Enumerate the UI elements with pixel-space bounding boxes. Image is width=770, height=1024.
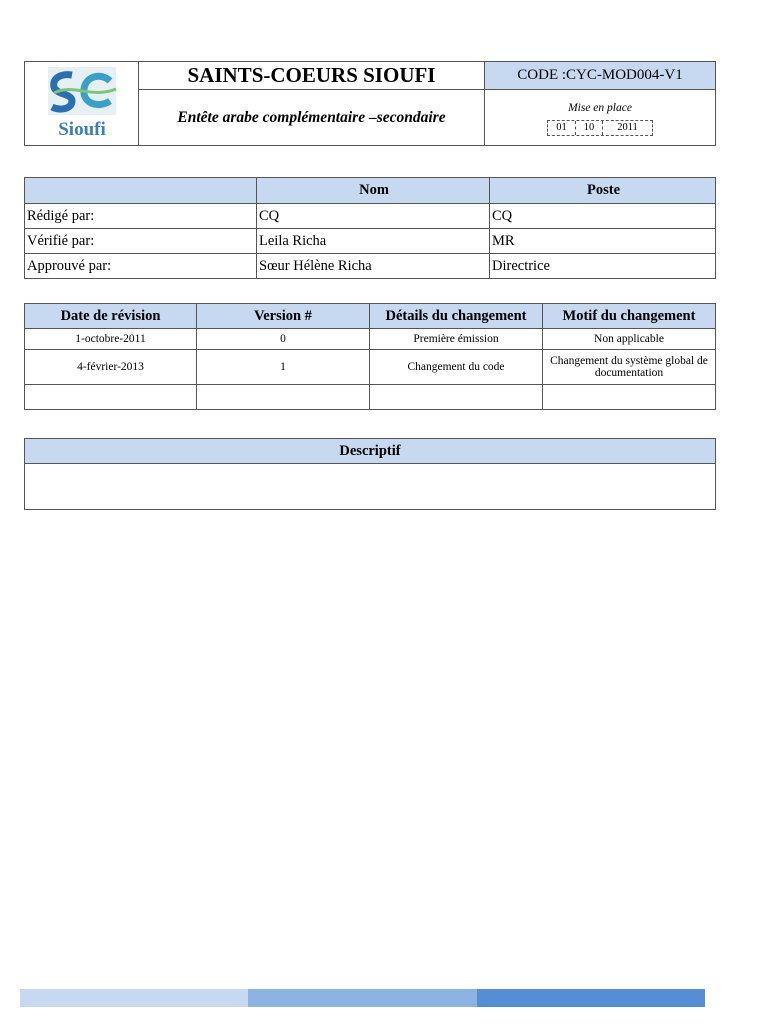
approval-header-nom: Nom (257, 178, 490, 204)
approval-role: Vérifié par: (25, 229, 257, 254)
footer-bar-segment (477, 989, 705, 1007)
footer-color-bar (20, 989, 705, 1007)
document-header (24, 61, 716, 146)
footer-bar-segment (248, 989, 476, 1007)
approval-header-row (25, 178, 716, 204)
document-code: CODE :CYC-MOD004-V1 (485, 62, 716, 90)
footer-bar-segment (20, 989, 248, 1007)
revision-motif (543, 385, 716, 410)
date-year: 2011 (617, 122, 638, 133)
approval-row (25, 229, 716, 254)
approval-nom: Leila Richa (257, 229, 490, 254)
sioufi-logo (42, 63, 122, 139)
revision-header-version: Version # (197, 304, 370, 329)
approval-poste: CQ (490, 204, 716, 229)
revision-header-motif: Motif du changement (543, 304, 716, 329)
svg-text:Sioufi: Sioufi (57, 119, 106, 139)
date-day: 01 (548, 121, 576, 135)
revision-table (24, 303, 716, 410)
date-month: 10 (576, 121, 604, 135)
revision-details: Première émission (370, 329, 543, 350)
approval-poste: Directrice (490, 254, 716, 279)
revision-date (25, 385, 197, 410)
revision-header-date: Date de révision (25, 304, 197, 329)
revision-version: 0 (197, 329, 370, 350)
descriptif-table (24, 438, 716, 510)
approval-row (25, 254, 716, 279)
approval-nom: Sœur Hélène Richa (257, 254, 490, 279)
revision-details: Changement du code (370, 350, 543, 385)
revision-row (25, 329, 716, 350)
revision-date: 1-octobre-2011 (25, 329, 197, 350)
revision-motif: Non applicable (543, 329, 716, 350)
approval-poste: MR (490, 229, 716, 254)
approval-row (25, 204, 716, 229)
approval-role: Approuvé par: (25, 254, 257, 279)
revision-details (370, 385, 543, 410)
mise-en-place-label: Mise en place (568, 102, 632, 114)
revision-version: 1 (197, 350, 370, 385)
revision-date: 4-février-2013 (25, 350, 197, 385)
revision-motif: Changement du système global de documentation (543, 350, 716, 385)
page-subtitle: Entête arabe complémentaire –secondaire (139, 90, 485, 146)
approval-table (24, 177, 716, 279)
revision-version (197, 385, 370, 410)
page-title: SAINTS-COEURS SIOUFI (139, 62, 485, 90)
revision-row (25, 350, 716, 385)
date-box (547, 120, 653, 136)
logo-cell (25, 62, 139, 146)
approval-header-blank (25, 178, 257, 204)
descriptif-title: Descriptif (25, 439, 716, 464)
approval-header-poste: Poste (490, 178, 716, 204)
approval-role: Rédigé par: (25, 204, 257, 229)
mise-en-place (485, 90, 716, 146)
revision-row (25, 385, 716, 410)
revision-header-details: Détails du changement (370, 304, 543, 329)
descriptif-content (25, 464, 716, 510)
approval-nom: CQ (257, 204, 490, 229)
revision-header-row (25, 304, 716, 329)
